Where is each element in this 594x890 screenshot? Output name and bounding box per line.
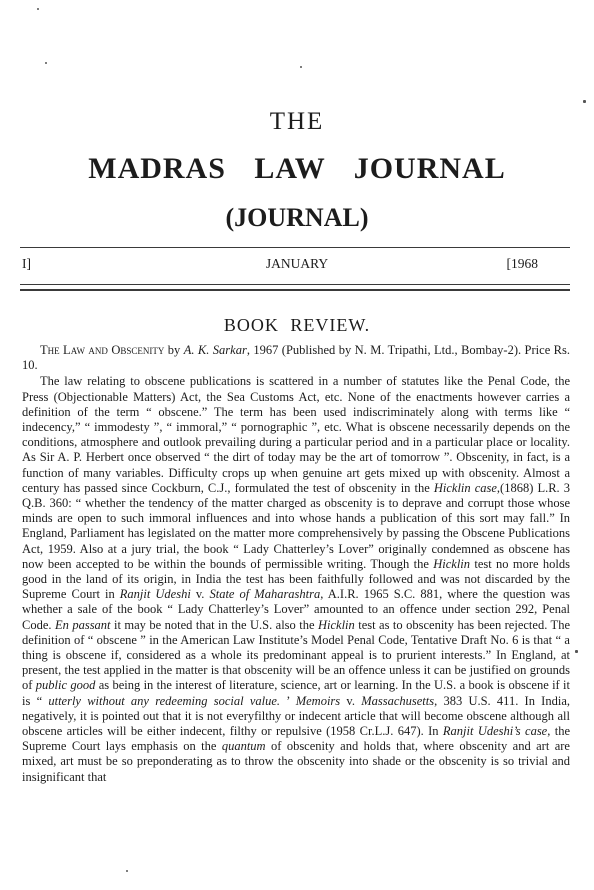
text-span: v. — [190, 587, 210, 602]
masthead-the: THE — [269, 108, 325, 135]
italic-span: Ranjit Udeshi — [119, 587, 191, 602]
speck-mark — [126, 870, 128, 872]
journal-subtitle: (JOURNAL) — [225, 203, 369, 232]
review-paragraph — [22, 374, 570, 784]
italic-span: utterly without any redeeming social value. — [48, 693, 281, 708]
volume-number: I] — [22, 256, 31, 271]
text-span: ’ — [280, 693, 296, 708]
text-span: by — [164, 343, 184, 357]
top-rule — [20, 247, 570, 248]
text-span: , the Supreme Court lays emphasis on the — [22, 724, 570, 754]
italic-span: En passant — [54, 617, 111, 632]
journal-title: MADRAS LAW JOURNAL — [88, 152, 506, 185]
italic-span: Memoirs — [295, 693, 341, 708]
review-citation — [22, 343, 570, 373]
speck-mark — [37, 8, 39, 10]
italic-span: quantum — [221, 739, 266, 754]
speck-mark — [575, 650, 578, 653]
bottom-rule-thin — [20, 284, 570, 285]
speck-mark — [583, 100, 586, 103]
text-span: , A.I.R. 1965 S.C. 881, where the question was whether a sale of the book “ Lady Chatterley’s Lover” amounted to an offence under section 292, Penal Code. — [22, 587, 570, 632]
speck-mark — [300, 66, 302, 68]
italic-span: Hicklin case — [433, 480, 497, 495]
italic-span: State of Maharashtra — [209, 587, 321, 602]
publication-details: , 1967 (Published by N. M. Tripathi, Ltd., Bombay-2). Price Rs. 10. — [22, 343, 570, 373]
section-title: BOOK REVIEW. — [223, 315, 371, 335]
italic-span: Massachusetts — [361, 693, 435, 708]
italic-span: Hicklin — [317, 617, 355, 632]
review-body — [22, 343, 570, 785]
text-span: The law relating to obscene publications is scattered in a number of statutes like the Penal Code, the Press (Objectionable Matters) Act, the Sea Customs Act, etc. None of the enactments however carries a definition of the term “ obscene.” The term has been used indiscriminately along with terms like “ indecency,” “ immodesty ”, “ immoral,” “ pornographic ”, etc. What is obscene necessarily depends on the conditions, atmosphere and outlook prevailing during a particular period and in a particular place or locality. As Sir A. P. Herbert once observed “ the dirt of today may be the art of tomorrow ”. Obscenity, in fact, is a function of many variables. Difficulty crops up when genuine art gets mixed up with obscenity. Almost a century has passed since Cockburn, C.J., formulated the test of obscenity in the — [22, 374, 570, 495]
text-span: as being in the interest of literature, science, art or learning. In the U.S. a book is obscene if it is “ — [22, 678, 571, 708]
book-author: A. K. Sarkar — [183, 343, 247, 357]
italic-span: Hicklin — [433, 556, 471, 571]
bottom-rule-thick — [20, 289, 570, 291]
text-span: ,(1868) L.R. 3 Q.B. 360: “ whether the tendency of the matter charged as obscenity is to deprave and corrupt those whose minds are open to such immoral influences and into whose hands a publication of this sort may fall.” In England, Parliament has legislated on the matter more comprehensively by passing the Obscene Publications Act, 1959. Also at a jury trial, the book “ Lady Chatterley’s Lover” originally condemned as obscene has now been accepted to be within the bounds of permissible writing. Though the — [22, 480, 570, 571]
text-span: test no more holds good in the land of its origin, in India the test has been faithfully followed and was not discarded by the Supreme Court in — [22, 556, 570, 602]
text-span: it may be noted that in the U.S. also the — [110, 617, 318, 632]
book-title: The Law and Obscenity — [40, 343, 165, 357]
italic-span: public good — [35, 678, 96, 693]
speck-mark — [45, 62, 47, 64]
issue-year: [1968 — [506, 256, 538, 271]
italic-span: Ranjit Udeshi’s case — [442, 724, 548, 739]
text-span: test as to obscenity has been rejected. The definition of “ obscene ” in the American Law Institute’s Model Penal Code, Tentative Draft No. 6 is that “ a thing is obscene if, considered as a whole its predominant appeal is to prurient interests.” In England, at present, the test applied in the matter is that obscenity will be an offence unless it can be justified on grounds of — [22, 617, 570, 693]
text-span: of obscenity and holds that, where obscenity and art are mixed, art must be so preponderating as to throw the obscenity into shade or the obscenity is so trivial and insignificant that — [22, 739, 570, 784]
issue-month: JANUARY — [265, 256, 329, 271]
text-span: , 383 U.S. 411. In India, negatively, it is pointed out that it is not everyfilthy or indecent article that will become obscene although all obscene articles will be either indecent, filthy or repulsive (1958 Cr.L.J. 647). In — [22, 693, 570, 739]
text-span: v. — [340, 693, 362, 708]
